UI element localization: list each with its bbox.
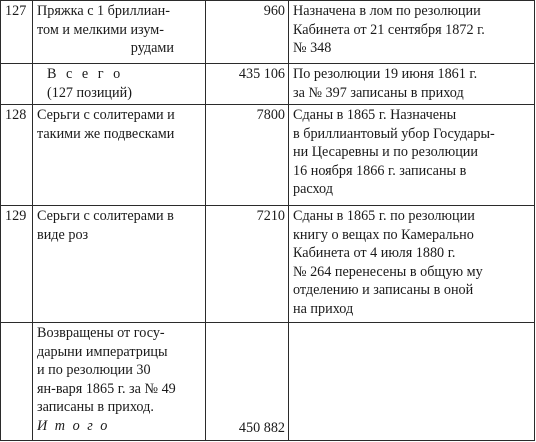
- table-row: [1, 64, 535, 105]
- item-note: Сданы в 1865 г. по резолюции книгу о вещах по Камерально Кабинета от 4 июля 1880 г. № 264 перенесены в общую му отделению и записаны в оной на приход: [289, 206, 535, 323]
- item-value: 960: [206, 1, 289, 64]
- item-description: Серьги с солитерами в виде роз: [33, 206, 206, 323]
- item-description: В с е г о (127 позиций): [33, 64, 206, 105]
- item-note: Назначена в лом по резолюции Кабинета от 21 сентября 1872 г. № 348: [289, 1, 535, 64]
- item-value: [206, 323, 289, 441]
- item-value: 7800: [206, 105, 289, 206]
- item-description: Серьги с солитерами и такими же подвесками: [33, 105, 206, 206]
- item-value: 7210: [206, 206, 289, 323]
- item-note: [289, 323, 535, 441]
- item-number: 128: [1, 105, 33, 206]
- item-number: [1, 323, 33, 441]
- item-description: Возвращены от госу- дарыни императрицы и по резолюции 30 ян-варя 1865 г. за № 49 записаны в приход. И т о г о: [33, 323, 206, 441]
- item-note: Сданы в 1865 г. Назначены в бриллиантовый убор Государы- ни Цесаревны и по резолюции 16 ноября 1866 г. записаны в расход: [289, 105, 535, 206]
- item-value: 435 106: [206, 64, 289, 105]
- grand-total-value: 450 882: [238, 420, 285, 437]
- item-number: 127: [1, 1, 33, 64]
- item-description: Пряжка с 1 бриллиан- том и мелкими изум- рудами: [33, 1, 206, 64]
- item-number: 129: [1, 206, 33, 323]
- table-row: [1, 323, 535, 441]
- item-note: По резолюции 19 июня 1861 г. за № 397 записаны в приход: [289, 64, 535, 105]
- table-row: [1, 1, 535, 64]
- table-row: [1, 105, 535, 206]
- table-row: [1, 206, 535, 323]
- item-number: [1, 64, 33, 105]
